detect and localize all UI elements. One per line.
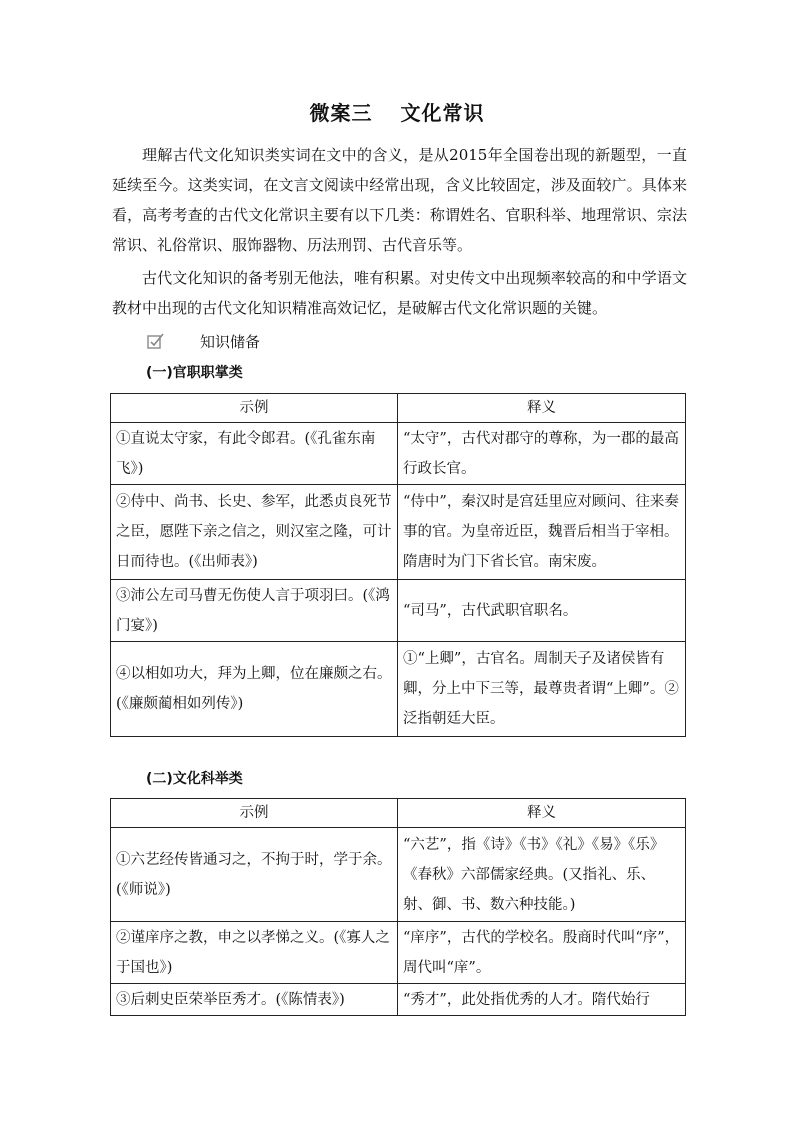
example-cell: ②谨庠序之教，申之以孝悌之义。(《寡人之于国也》) xyxy=(111,922,398,984)
example-cell: ③沛公左司马曹无伤使人言于项羽曰。(《鸿门宴》) xyxy=(111,580,398,642)
title-part-1: 微案三 xyxy=(309,101,373,125)
meaning-cell: ①“上卿”，古官名。周制天子及诸侯皆有卿，分上中下三等，最尊贵者谓“上卿”。②泛指朝廷大臣。 xyxy=(398,642,686,737)
table1-heading: (一)官职职掌类 xyxy=(146,365,243,381)
meaning-cell: “庠序”，古代的学校名。殷商时代叫“序”，周代叫“庠”。 xyxy=(398,922,686,984)
table-row xyxy=(111,828,686,922)
section-label: 知识储备 xyxy=(200,332,261,351)
meaning-cell: “太守”，古代对郡守的尊称，为一郡的最高行政长官。 xyxy=(398,423,686,485)
section-heading xyxy=(146,329,260,353)
table-row xyxy=(111,423,686,485)
official-posts-table xyxy=(110,393,686,737)
table-row xyxy=(111,922,686,984)
table-row xyxy=(111,642,686,737)
meaning-cell: “六艺”，指《诗》《书》《礼》《易》《乐》《春秋》六部儒家经典。(又指礼、乐、射、御、书、数六种技能。) xyxy=(398,828,686,922)
culture-exam-table xyxy=(110,798,686,1016)
table-header-row xyxy=(111,394,686,423)
table-row xyxy=(111,580,686,642)
title-part-2: 文化常识 xyxy=(400,101,485,125)
table-row xyxy=(111,984,686,1016)
meaning-cell: “侍中”，秦汉时是宫廷里应对顾问、往来奏事的官。为皇帝近臣，魏晋后相当于宰相。隋唐时为门下省长官。南宋废。 xyxy=(398,485,686,580)
meaning-cell: “秀才”，此处指优秀的人才。隋代始行 xyxy=(398,984,686,1016)
table2-heading: (二)文化科举类 xyxy=(146,771,243,787)
example-cell: ②侍中、尚书、长史、参军，此悉贞良死节之臣，愿陛下亲之信之，则汉室之隆，可计日而待也。(《出师表》) xyxy=(111,485,398,580)
table-row xyxy=(111,485,686,580)
column-header-example: 示例 xyxy=(111,394,398,423)
column-header-example: 示例 xyxy=(111,799,398,828)
checkbox-pencil-icon xyxy=(146,331,166,351)
intro-paragraph-1: 理解古代文化知识类实词在文中的含义，是从2015年全国卷出现的新题型，一直延续至今。这类实词，在文言文阅读中经常出现，含义比较固定，涉及面较广。具体来看，高考考查的古代文化常识主要有以下几类：称谓姓名、官职科举、地理常识、宗法常识、礼俗常识、服饰器物、历法刑罚、古代音乐等。 xyxy=(112,146,687,254)
table-header-row xyxy=(111,799,686,828)
example-cell: ①六艺经传皆通习之，不拘于时，学于余。(《师说》) xyxy=(111,828,398,922)
meaning-cell: “司马”，古代武职官职名。 xyxy=(398,580,686,642)
example-cell: ④以相如功大，拜为上卿，位在廉颇之右。(《廉颇蔺相如列传》) xyxy=(111,642,398,737)
example-cell: ①直说太守家，有此令郎君。(《孔雀东南飞》) xyxy=(111,423,398,485)
page-title xyxy=(0,97,794,126)
example-cell: ③后刺史臣荣举臣秀才。(《陈情表》) xyxy=(111,984,398,1016)
intro-paragraph-2: 古代文化知识的备考别无他法，唯有积累。对史传文中出现频率较高的和中学语文教材中出现的古代文化知识精准高效记忆，是破解古代文化常识题的关键。 xyxy=(112,269,687,317)
column-header-meaning: 释义 xyxy=(398,799,686,828)
column-header-meaning: 释义 xyxy=(398,394,686,423)
